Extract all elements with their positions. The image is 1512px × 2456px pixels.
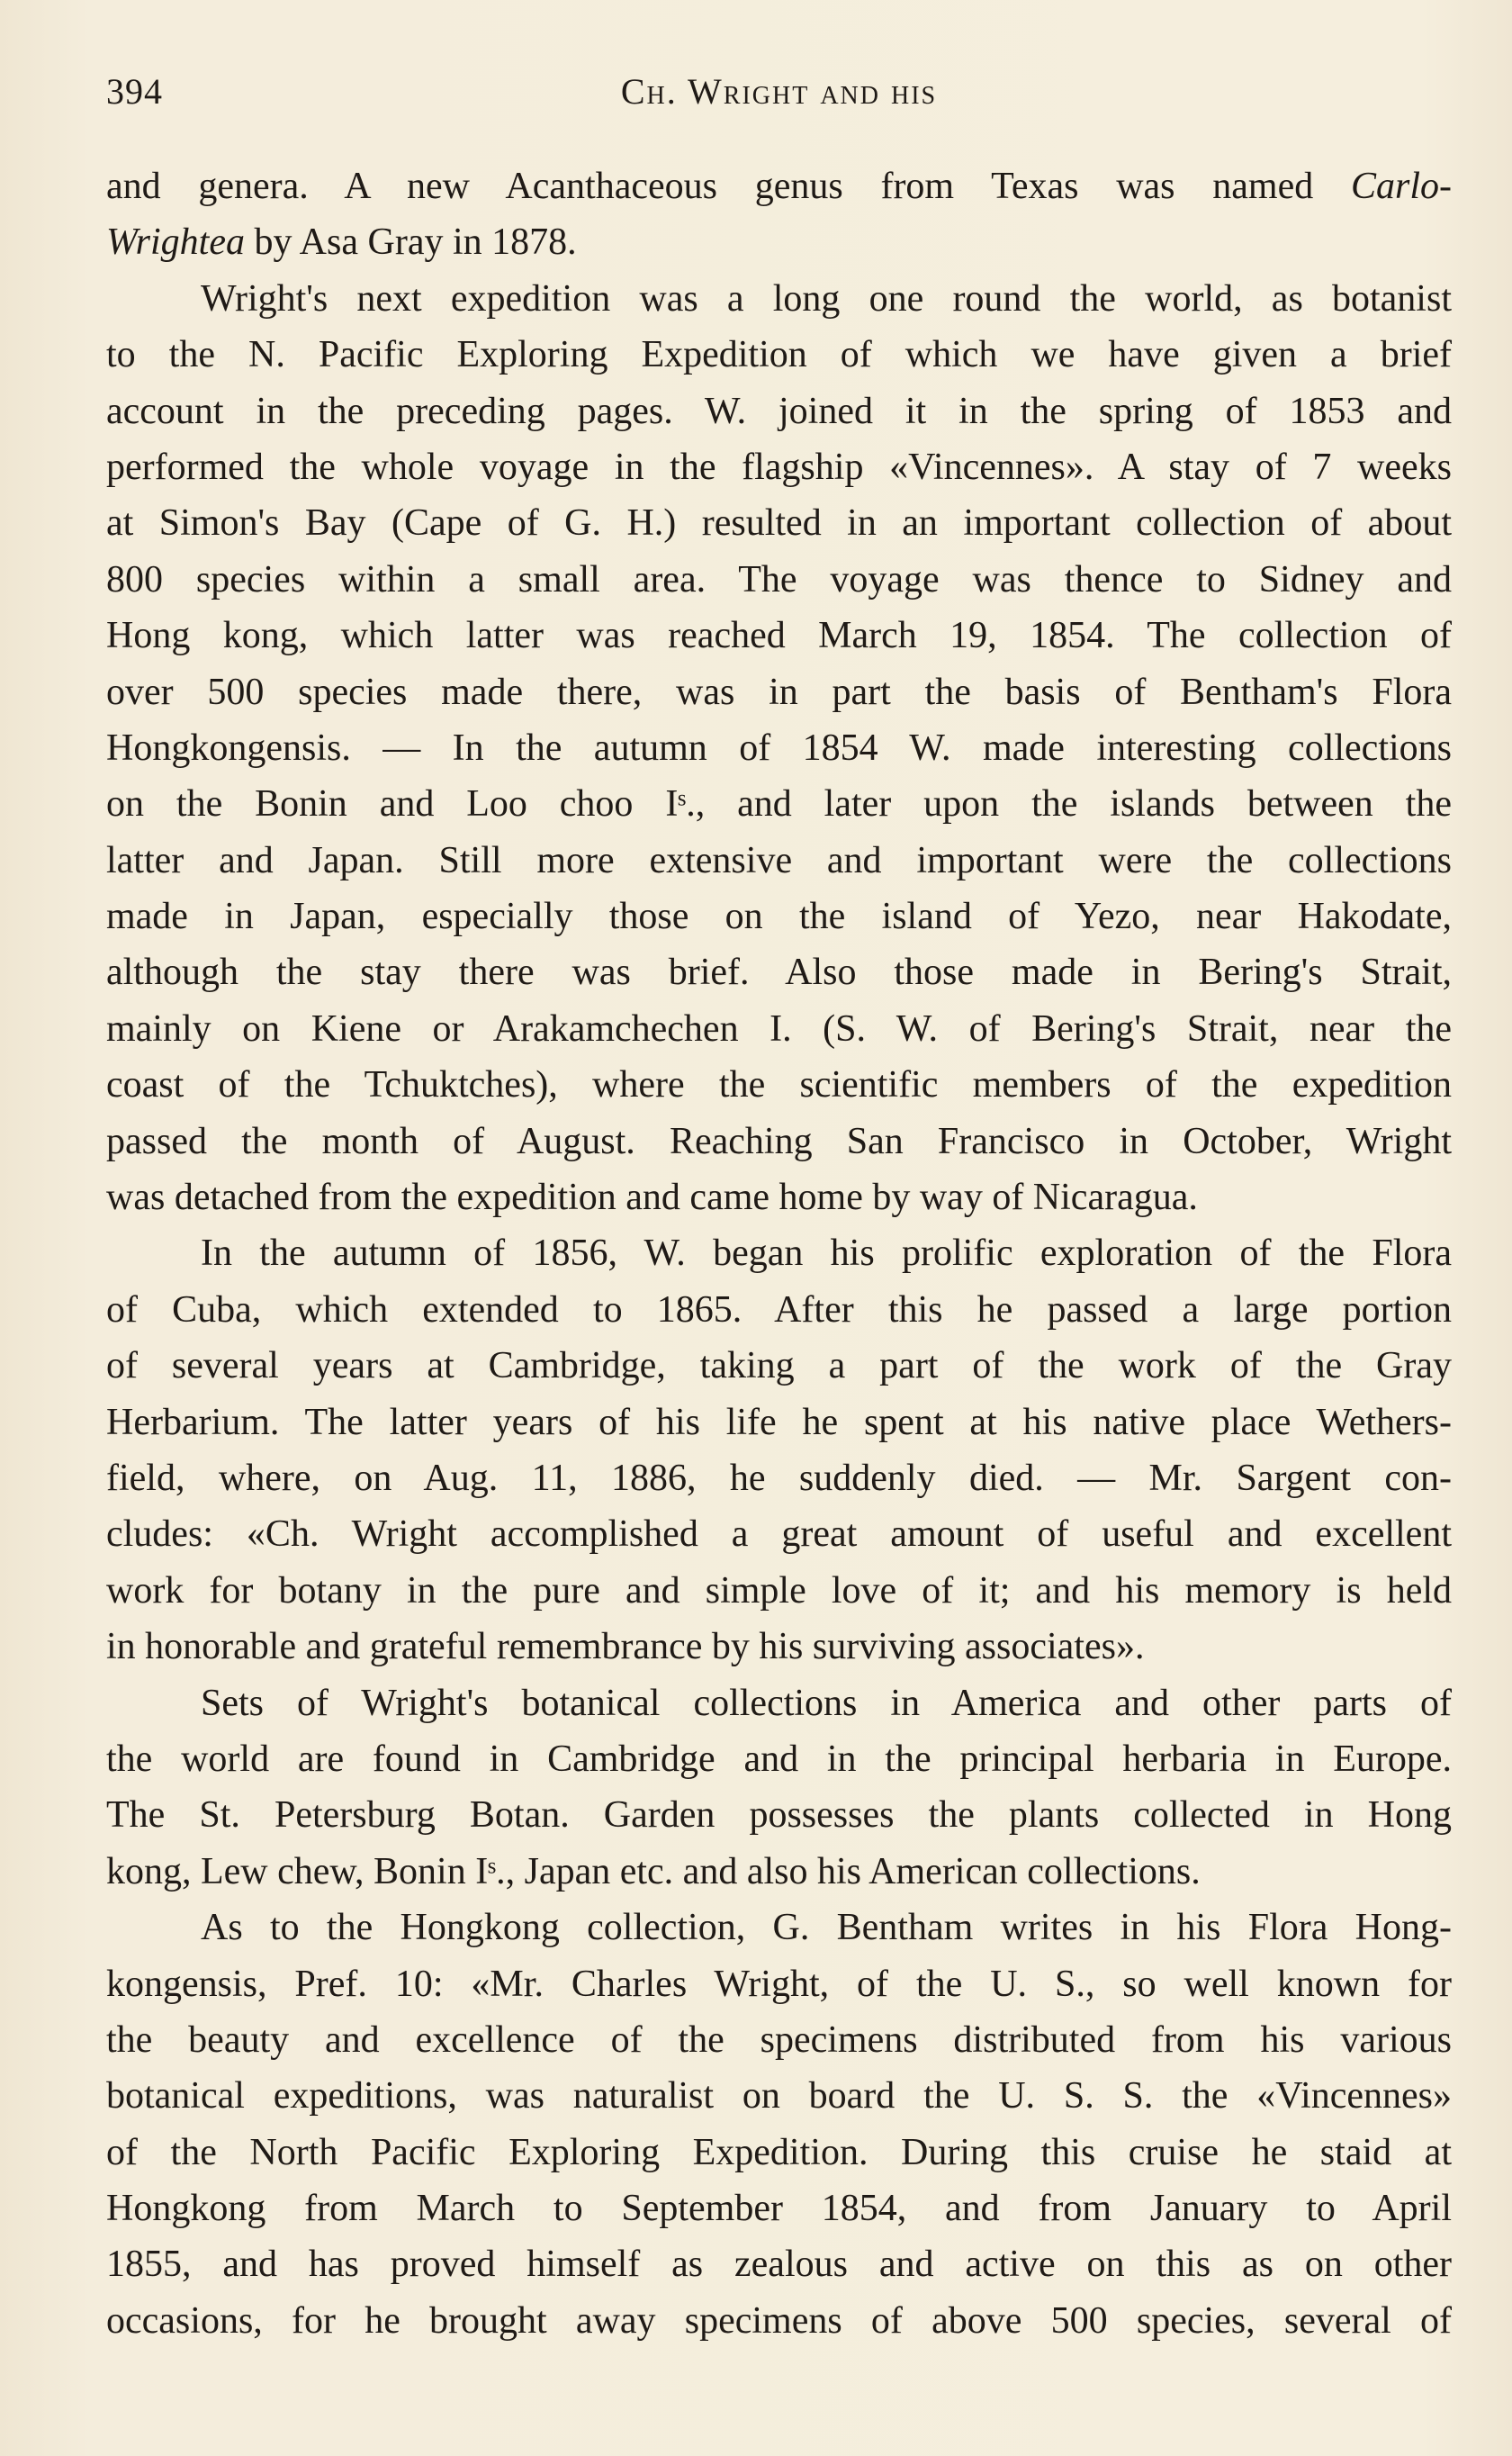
text-line: to the N. Pacific Exploring Expedition of which we have given a brief — [106, 334, 1452, 376]
text-line: kongensis, Pref. 10: «Mr. Charles Wright, of the U. S., so well known for — [106, 1963, 1452, 2005]
text-line: Wright's next expedition was a long one round the world, as botanist — [201, 277, 1452, 320]
text-line: of Cuba, which extended to 1865. After this he passed a large portion — [106, 1288, 1452, 1331]
text-line: botanical expeditions, was naturalist on board the U. S. S. the «Vincennes» — [106, 2075, 1452, 2117]
text-line — [106, 158, 1452, 214]
text-line: As to the Hongkong collection, G. Bentham writes in his Flora Hong- — [201, 1907, 1452, 1949]
body-text — [106, 158, 1452, 2349]
page-number: 394 — [106, 71, 163, 112]
text-line: was detached from the expedition and came home by way of Nicaragua. — [106, 1177, 1198, 1219]
text-line: account in the preceding pages. W. joined it in the spring of 1853 and — [106, 390, 1452, 432]
text-line: 1855, and has proved himself as zealous and active on this as on other — [106, 2244, 1452, 2286]
text-line: the beauty and excellence of the specimens distributed from his various — [106, 2018, 1452, 2061]
text-line: Hongkongensis. — In the autumn of 1854 W. made interesting collections — [106, 727, 1452, 769]
text-line: mainly on Kiene or Arakamchechen I. (S. W. of Bering's Strait, near the — [106, 1007, 1452, 1050]
text-line: made in Japan, especially those on the island of Yezo, near Hakodate, — [106, 896, 1452, 938]
text-line: on the Bonin and Loo choo Iˢ., and later upon the islands between the — [106, 783, 1452, 826]
italic-genus-name: Carlo- — [1350, 166, 1452, 207]
text-line: Hong kong, which latter was reached March 19, 1854. The collection of — [106, 615, 1452, 657]
text-line: 800 species within a small area. The voyage was thence to Sidney and — [106, 558, 1452, 600]
page-header — [106, 65, 1452, 119]
paragraph-5 — [106, 1900, 1452, 2349]
text-span: and genera. A new Acanthaceous genus from Texas was named — [106, 166, 1351, 207]
text-line: over 500 species made there, was in part the basis of Bentham's Flora — [106, 671, 1452, 713]
text-line: Sets of Wright's botanical collections in America and other parts of — [201, 1682, 1452, 1724]
text-line: kong, Lew chew, Bonin Iˢ., Japan etc. and also his American collections. — [106, 1850, 1201, 1892]
text-line: although the stay there was brief. Also those made in Bering's Strait, — [106, 952, 1452, 994]
text-line: The St. Petersburg Botan. Garden possesses the plants collected in Hong — [106, 1794, 1452, 1837]
paragraph-1 — [106, 158, 1452, 271]
text-line: In the autumn of 1856, W. began his prolific exploration of the Flora — [201, 1233, 1452, 1275]
text-line: the world are found in Cambridge and in the principal herbaria in Europe. — [106, 1738, 1452, 1780]
text-line: latter and Japan. Still more extensive and important were the collections — [106, 839, 1452, 881]
paragraph-3 — [106, 1225, 1452, 1675]
paragraph-4 — [106, 1675, 1452, 1901]
paragraph-2 — [106, 271, 1452, 1226]
text-line: of the North Pacific Exploring Expedition. During this cruise he staid at — [106, 2131, 1452, 2173]
text-line: field, where, on Aug. 11, 1886, he suddenly died. — Mr. Sargent con- — [106, 1457, 1452, 1499]
text-line: Herbarium. The latter years of his life he spent at his native place Wethers- — [106, 1401, 1452, 1443]
running-title: Ch. Wright and his — [620, 71, 938, 112]
text-line: Hongkong from March to September 1854, and from January to April — [106, 2188, 1452, 2230]
text-line: coast of the Tchuktches), where the scientific members of the expedition — [106, 1064, 1452, 1106]
text-line: passed the month of August. Reaching San Francisco in October, Wright — [106, 1120, 1452, 1162]
text-line: work for botany in the pure and simple love of it; and his memory is held — [106, 1569, 1452, 1612]
text-line: in honorable and grateful remembrance by his surviving associates». — [106, 1626, 1145, 1668]
italic-genus-name: Wrightea — [106, 221, 245, 264]
text-line — [106, 214, 1452, 270]
text-line: at Simon's Bay (Cape of G. H.) resulted in an important collection of about — [106, 502, 1452, 545]
text-line: occasions, for he brought away specimens of above 500 species, several of — [106, 2299, 1452, 2342]
text-line: performed the whole voyage in the flagship «Vincennes». A stay of 7 weeks — [106, 446, 1452, 488]
text-span: by Asa Gray in 1878. — [245, 221, 577, 264]
text-line: cludes: «Ch. Wright accomplished a great amount of useful and excellent — [106, 1513, 1452, 1556]
text-line: of several years at Cambridge, taking a part of the work of the Gray — [106, 1345, 1452, 1387]
